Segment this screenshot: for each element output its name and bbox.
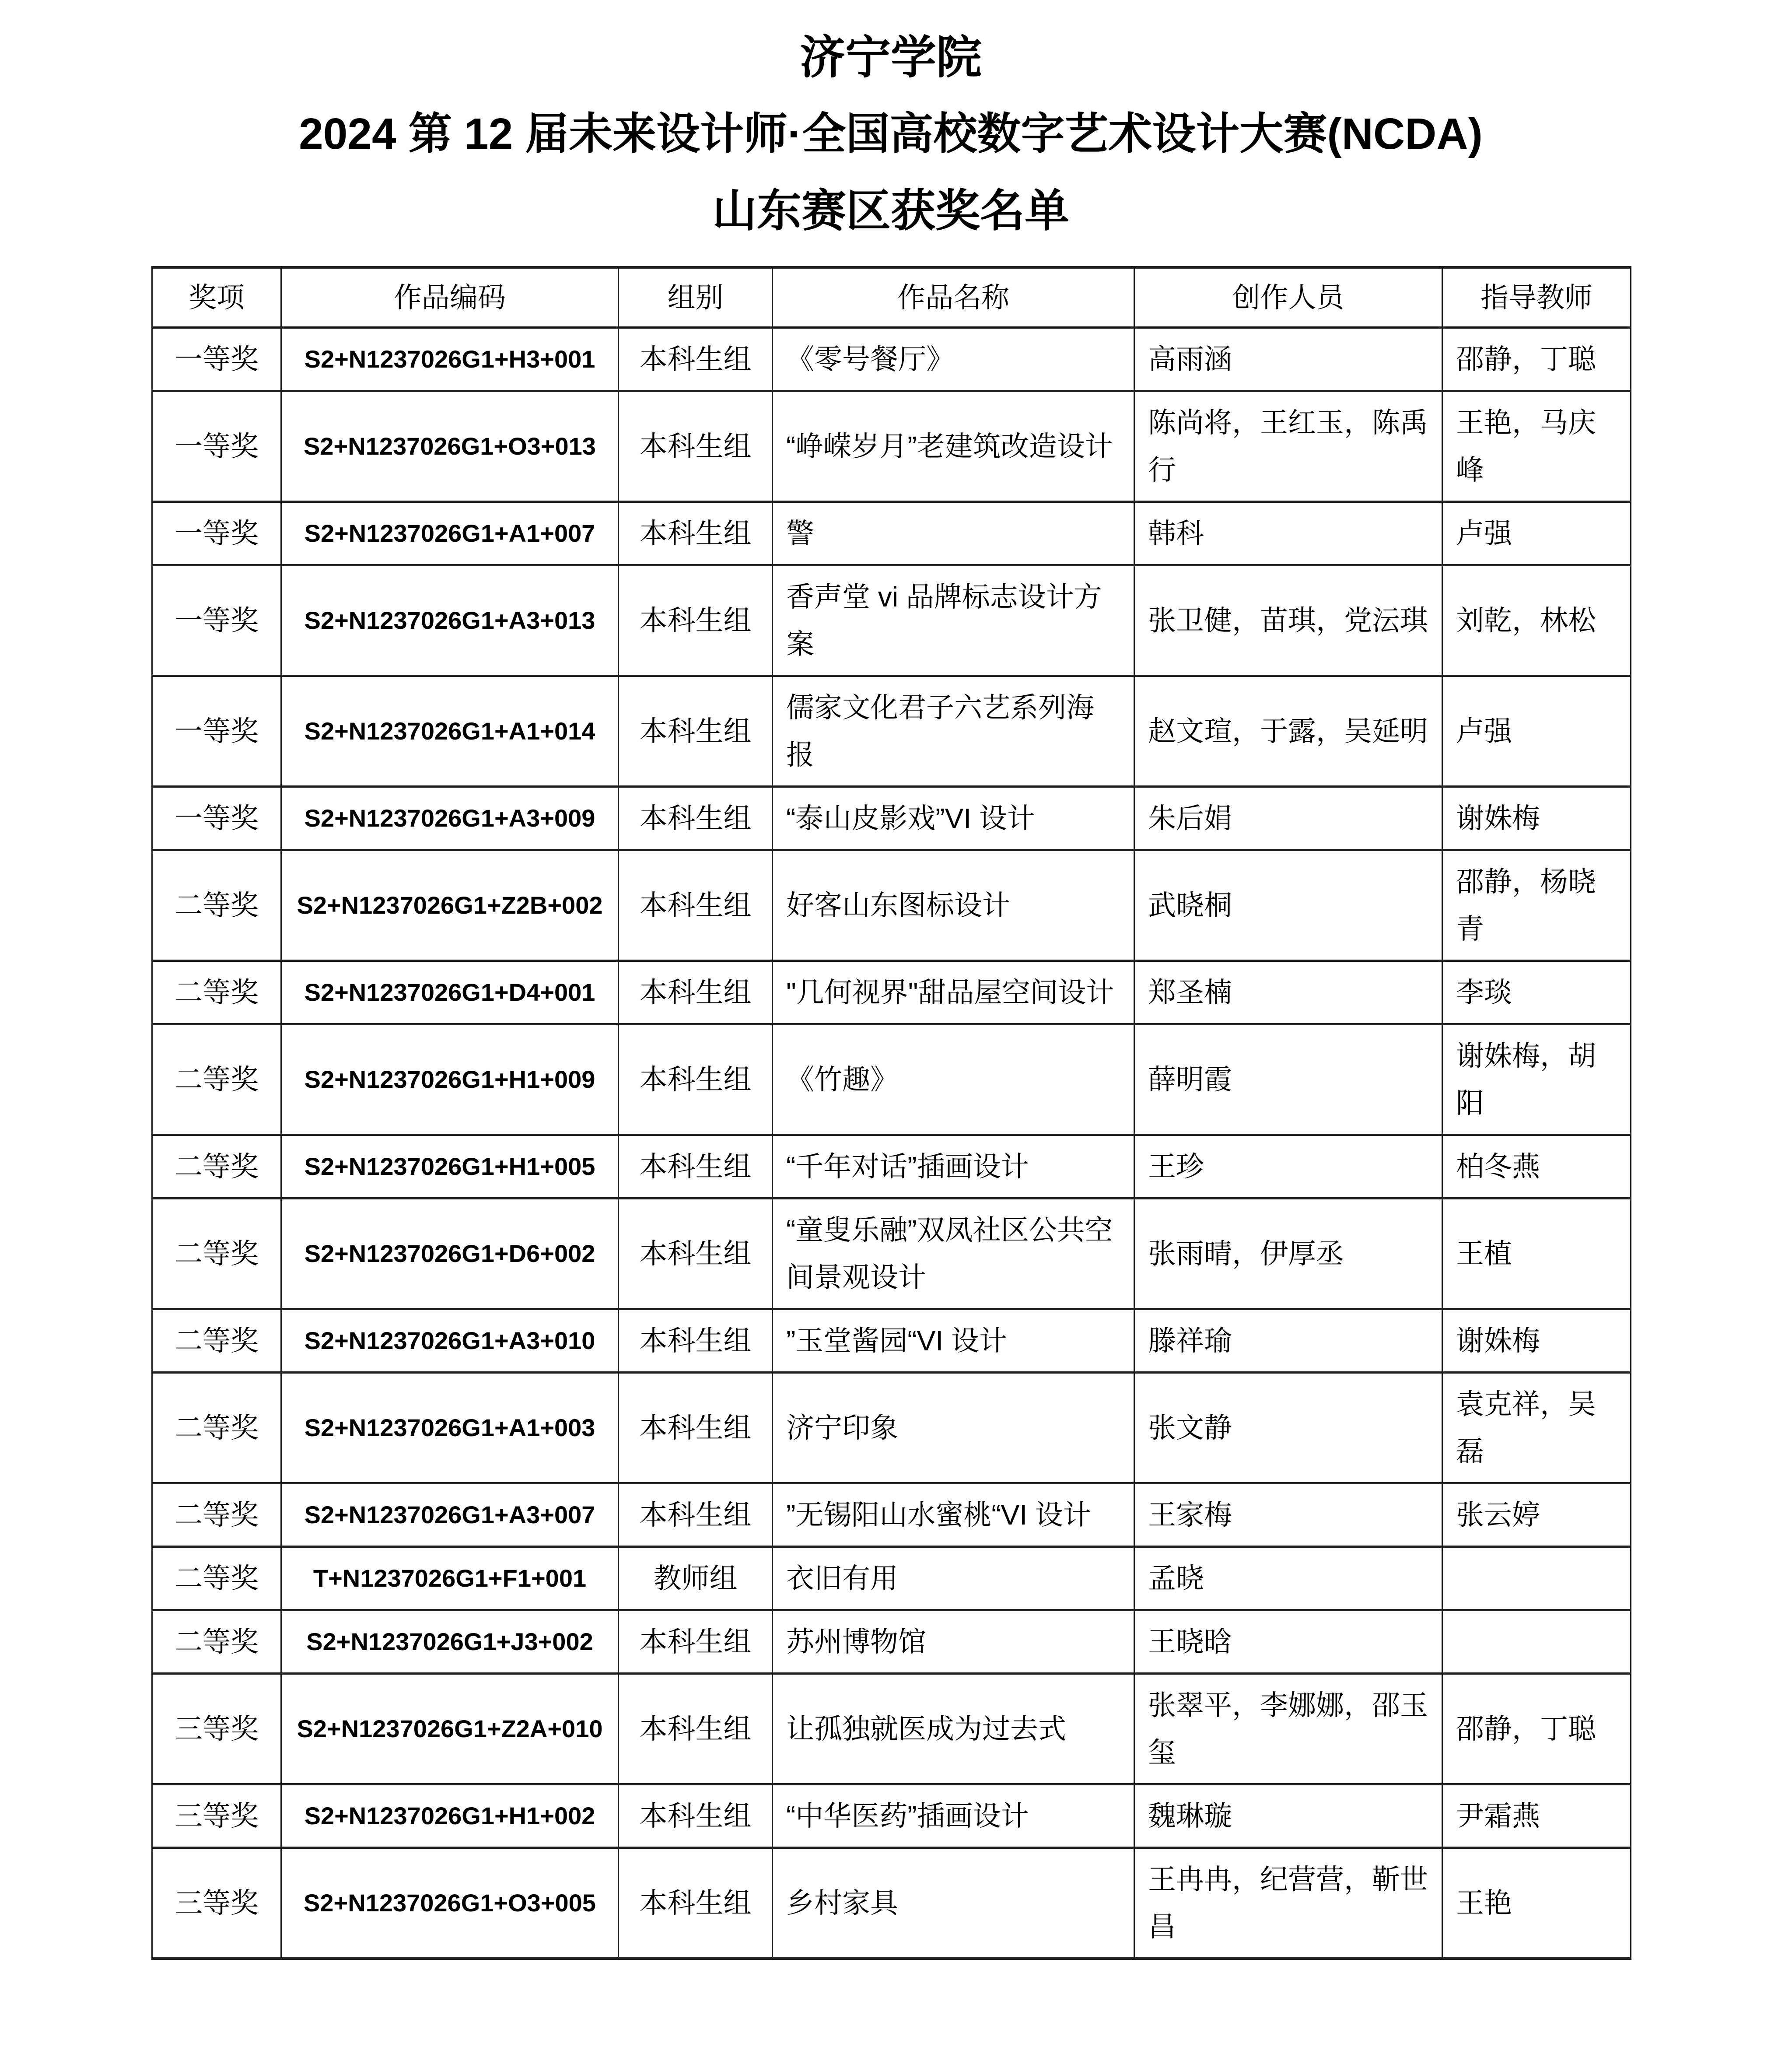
table-row [152, 1483, 1631, 1547]
work-title-cell: “泰山皮影戏”VI 设计 [773, 787, 1134, 850]
code-cell: S2+N1237026G1+A3+007 [281, 1483, 619, 1547]
page-title-competition: 2024 第 12 届未来设计师·全国高校数字艺术设计大赛(NCDA) [299, 109, 1483, 158]
table-row [152, 1135, 1631, 1199]
table-row [152, 1024, 1631, 1135]
advisors-cell: 邵静，杨晓青 [1442, 850, 1631, 961]
advisors-cell: 李琰 [1442, 961, 1631, 1024]
code-cell: S2+N1237026G1+H1+002 [281, 1784, 619, 1848]
code-cell: S2+N1237026G1+D6+002 [281, 1199, 619, 1309]
creators-cell: 王家梅 [1134, 1483, 1442, 1547]
group-cell: 本科生组 [619, 1610, 773, 1674]
creators-cell: 陈尚将，王红玉，陈禹行 [1134, 391, 1442, 502]
code-cell: S2+N1237026G1+Z2A+010 [281, 1674, 619, 1784]
work-title-cell: 苏州博物馆 [773, 1610, 1134, 1674]
table-row [152, 502, 1631, 565]
column-header-work: 作品名称 [773, 267, 1134, 328]
creators-cell: 王冉冉，纪营营，靳世昌 [1134, 1848, 1442, 1959]
column-header-code: 作品编码 [281, 267, 619, 328]
award-cell: 二等奖 [152, 1373, 281, 1483]
award-cell: 二等奖 [152, 1024, 281, 1135]
creators-cell: 朱后娟 [1134, 787, 1442, 850]
work-title-cell: “千年对话”插画设计 [773, 1135, 1134, 1199]
page-title-award-list: 山东赛区获奖名单 [712, 186, 1069, 236]
work-title-cell: “童叟乐融”双凤社区公共空间景观设计 [773, 1199, 1134, 1309]
award-cell: 一等奖 [152, 565, 281, 676]
advisors-cell: 张云婷 [1442, 1483, 1631, 1547]
column-header-creators: 创作人员 [1134, 267, 1442, 328]
award-cell: 一等奖 [152, 502, 281, 565]
award-cell: 三等奖 [152, 1784, 281, 1848]
advisors-cell [1442, 1547, 1631, 1610]
award-cell: 二等奖 [152, 1483, 281, 1547]
award-cell: 二等奖 [152, 961, 281, 1024]
table-row [152, 1674, 1631, 1784]
advisors-cell [1442, 1610, 1631, 1674]
code-cell: T+N1237026G1+F1+001 [281, 1547, 619, 1610]
creators-cell: 韩科 [1134, 502, 1442, 565]
advisors-cell: 王植 [1442, 1199, 1631, 1309]
advisors-cell: 王艳 [1442, 1848, 1631, 1959]
advisors-cell: 卢强 [1442, 502, 1631, 565]
group-cell: 本科生组 [619, 1024, 773, 1135]
award-cell: 三等奖 [152, 1674, 281, 1784]
work-title-cell: 好客山东图标设计 [773, 850, 1134, 961]
column-header-group: 组别 [619, 267, 773, 328]
work-title-cell: "几何视界"甜品屋空间设计 [773, 961, 1134, 1024]
creators-cell: 郑圣楠 [1134, 961, 1442, 1024]
award-cell: 二等奖 [152, 1309, 281, 1373]
group-cell: 本科生组 [619, 850, 773, 961]
award-cell: 二等奖 [152, 1547, 281, 1610]
table-row [152, 1610, 1631, 1674]
creators-cell: 魏琳璇 [1134, 1784, 1442, 1848]
award-cell: 一等奖 [152, 787, 281, 850]
work-title-cell: ”无锡阳山水蜜桃“VI 设计 [773, 1483, 1134, 1547]
award-cell: 一等奖 [152, 391, 281, 502]
table-row [152, 328, 1631, 391]
table-row [152, 565, 1631, 676]
code-cell: S2+N1237026G1+J3+002 [281, 1610, 619, 1674]
table-row [152, 850, 1631, 961]
table-row [152, 1309, 1631, 1373]
table-row [152, 1784, 1631, 1848]
group-cell: 本科生组 [619, 787, 773, 850]
table-row [152, 1848, 1631, 1959]
code-cell: S2+N1237026G1+A1+003 [281, 1373, 619, 1483]
code-cell: S2+N1237026G1+H1+005 [281, 1135, 619, 1199]
group-cell: 本科生组 [619, 1309, 773, 1373]
work-title-cell: 香声堂 vi 品牌标志设计方案 [773, 565, 1134, 676]
group-cell: 本科生组 [619, 502, 773, 565]
advisors-cell: 袁克祥，吴磊 [1442, 1373, 1631, 1483]
advisors-cell: 邵静，丁聪 [1442, 1674, 1631, 1784]
advisors-cell: 邵静，丁聪 [1442, 328, 1631, 391]
group-cell: 本科生组 [619, 391, 773, 502]
award-cell: 二等奖 [152, 850, 281, 961]
group-cell: 本科生组 [619, 1373, 773, 1483]
work-title-cell: “中华医药”插画设计 [773, 1784, 1134, 1848]
advisors-cell: 谢姝梅 [1442, 1309, 1631, 1373]
creators-cell: 张雨晴，伊厚丞 [1134, 1199, 1442, 1309]
column-header-award: 奖项 [152, 267, 281, 328]
code-cell: S2+N1237026G1+A3+013 [281, 565, 619, 676]
creators-cell: 薛明霞 [1134, 1024, 1442, 1135]
award-cell: 二等奖 [152, 1199, 281, 1309]
table-row [152, 1199, 1631, 1309]
award-cell: 二等奖 [152, 1610, 281, 1674]
advisors-cell: 尹霜燕 [1442, 1784, 1631, 1848]
code-cell: S2+N1237026G1+A1+007 [281, 502, 619, 565]
work-title-cell: 《零号餐厅》 [773, 328, 1134, 391]
code-cell: S2+N1237026G1+H1+009 [281, 1024, 619, 1135]
group-cell: 本科生组 [619, 1848, 773, 1959]
creators-cell: 武晓桐 [1134, 850, 1442, 961]
creators-cell: 滕祥瑜 [1134, 1309, 1442, 1373]
creators-cell: 王晓晗 [1134, 1610, 1442, 1674]
code-cell: S2+N1237026G1+H3+001 [281, 328, 619, 391]
group-cell: 本科生组 [619, 328, 773, 391]
work-title-cell: 警 [773, 502, 1134, 565]
advisors-cell: 谢姝梅 [1442, 787, 1631, 850]
table-row [152, 787, 1631, 850]
group-cell: 本科生组 [619, 1135, 773, 1199]
group-cell: 本科生组 [619, 1674, 773, 1784]
table-row [152, 1373, 1631, 1483]
page-title-school: 济宁学院 [799, 32, 982, 83]
award-cell: 三等奖 [152, 1848, 281, 1959]
table-row [152, 391, 1631, 502]
table-row [152, 1547, 1631, 1610]
table-header-row [152, 267, 1631, 328]
code-cell: S2+N1237026G1+A3+010 [281, 1309, 619, 1373]
advisors-cell: 卢强 [1442, 676, 1631, 787]
creators-cell: 孟晓 [1134, 1547, 1442, 1610]
award-cell: 一等奖 [152, 676, 281, 787]
work-title-cell: “峥嵘岁月”老建筑改造设计 [773, 391, 1134, 502]
code-cell: S2+N1237026G1+O3+013 [281, 391, 619, 502]
award-cell: 一等奖 [152, 328, 281, 391]
award-cell: 二等奖 [152, 1135, 281, 1199]
advisors-cell: 刘乾，林松 [1442, 565, 1631, 676]
group-cell: 本科生组 [619, 1199, 773, 1309]
group-cell: 本科生组 [619, 676, 773, 787]
advisors-cell: 谢姝梅，胡阳 [1442, 1024, 1631, 1135]
advisors-cell: 王艳，马庆峰 [1442, 391, 1631, 502]
creators-cell: 王珍 [1134, 1135, 1442, 1199]
work-title-cell: 济宁印象 [773, 1373, 1134, 1483]
work-title-cell: 让孤独就医成为过去式 [773, 1674, 1134, 1784]
creators-cell: 张卫健，苗琪，党沄琪 [1134, 565, 1442, 676]
group-cell: 本科生组 [619, 565, 773, 676]
code-cell: S2+N1237026G1+A3+009 [281, 787, 619, 850]
group-cell: 本科生组 [619, 961, 773, 1024]
advisors-cell: 柏冬燕 [1442, 1135, 1631, 1199]
creators-cell: 赵文瑄，于露，吴延明 [1134, 676, 1442, 787]
code-cell: S2+N1237026G1+Z2B+002 [281, 850, 619, 961]
work-title-cell: 《竹趣》 [773, 1024, 1134, 1135]
work-title-cell: 衣旧有用 [773, 1547, 1134, 1610]
group-cell: 本科生组 [619, 1483, 773, 1547]
code-cell: S2+N1237026G1+D4+001 [281, 961, 619, 1024]
work-title-cell: 儒家文化君子六艺系列海报 [773, 676, 1134, 787]
creators-cell: 张文静 [1134, 1373, 1442, 1483]
awards-table [151, 266, 1631, 1960]
column-header-advisors: 指导教师 [1442, 267, 1631, 328]
work-title-cell: 乡村家具 [773, 1848, 1134, 1959]
creators-cell: 高雨涵 [1134, 328, 1442, 391]
group-cell: 本科生组 [619, 1784, 773, 1848]
creators-cell: 张翠平，李娜娜，邵玉玺 [1134, 1674, 1442, 1784]
group-cell: 教师组 [619, 1547, 773, 1610]
work-title-cell: ”玉堂酱园“VI 设计 [773, 1309, 1134, 1373]
code-cell: S2+N1237026G1+A1+014 [281, 676, 619, 787]
table-row [152, 961, 1631, 1024]
code-cell: S2+N1237026G1+O3+005 [281, 1848, 619, 1959]
table-row [152, 676, 1631, 787]
